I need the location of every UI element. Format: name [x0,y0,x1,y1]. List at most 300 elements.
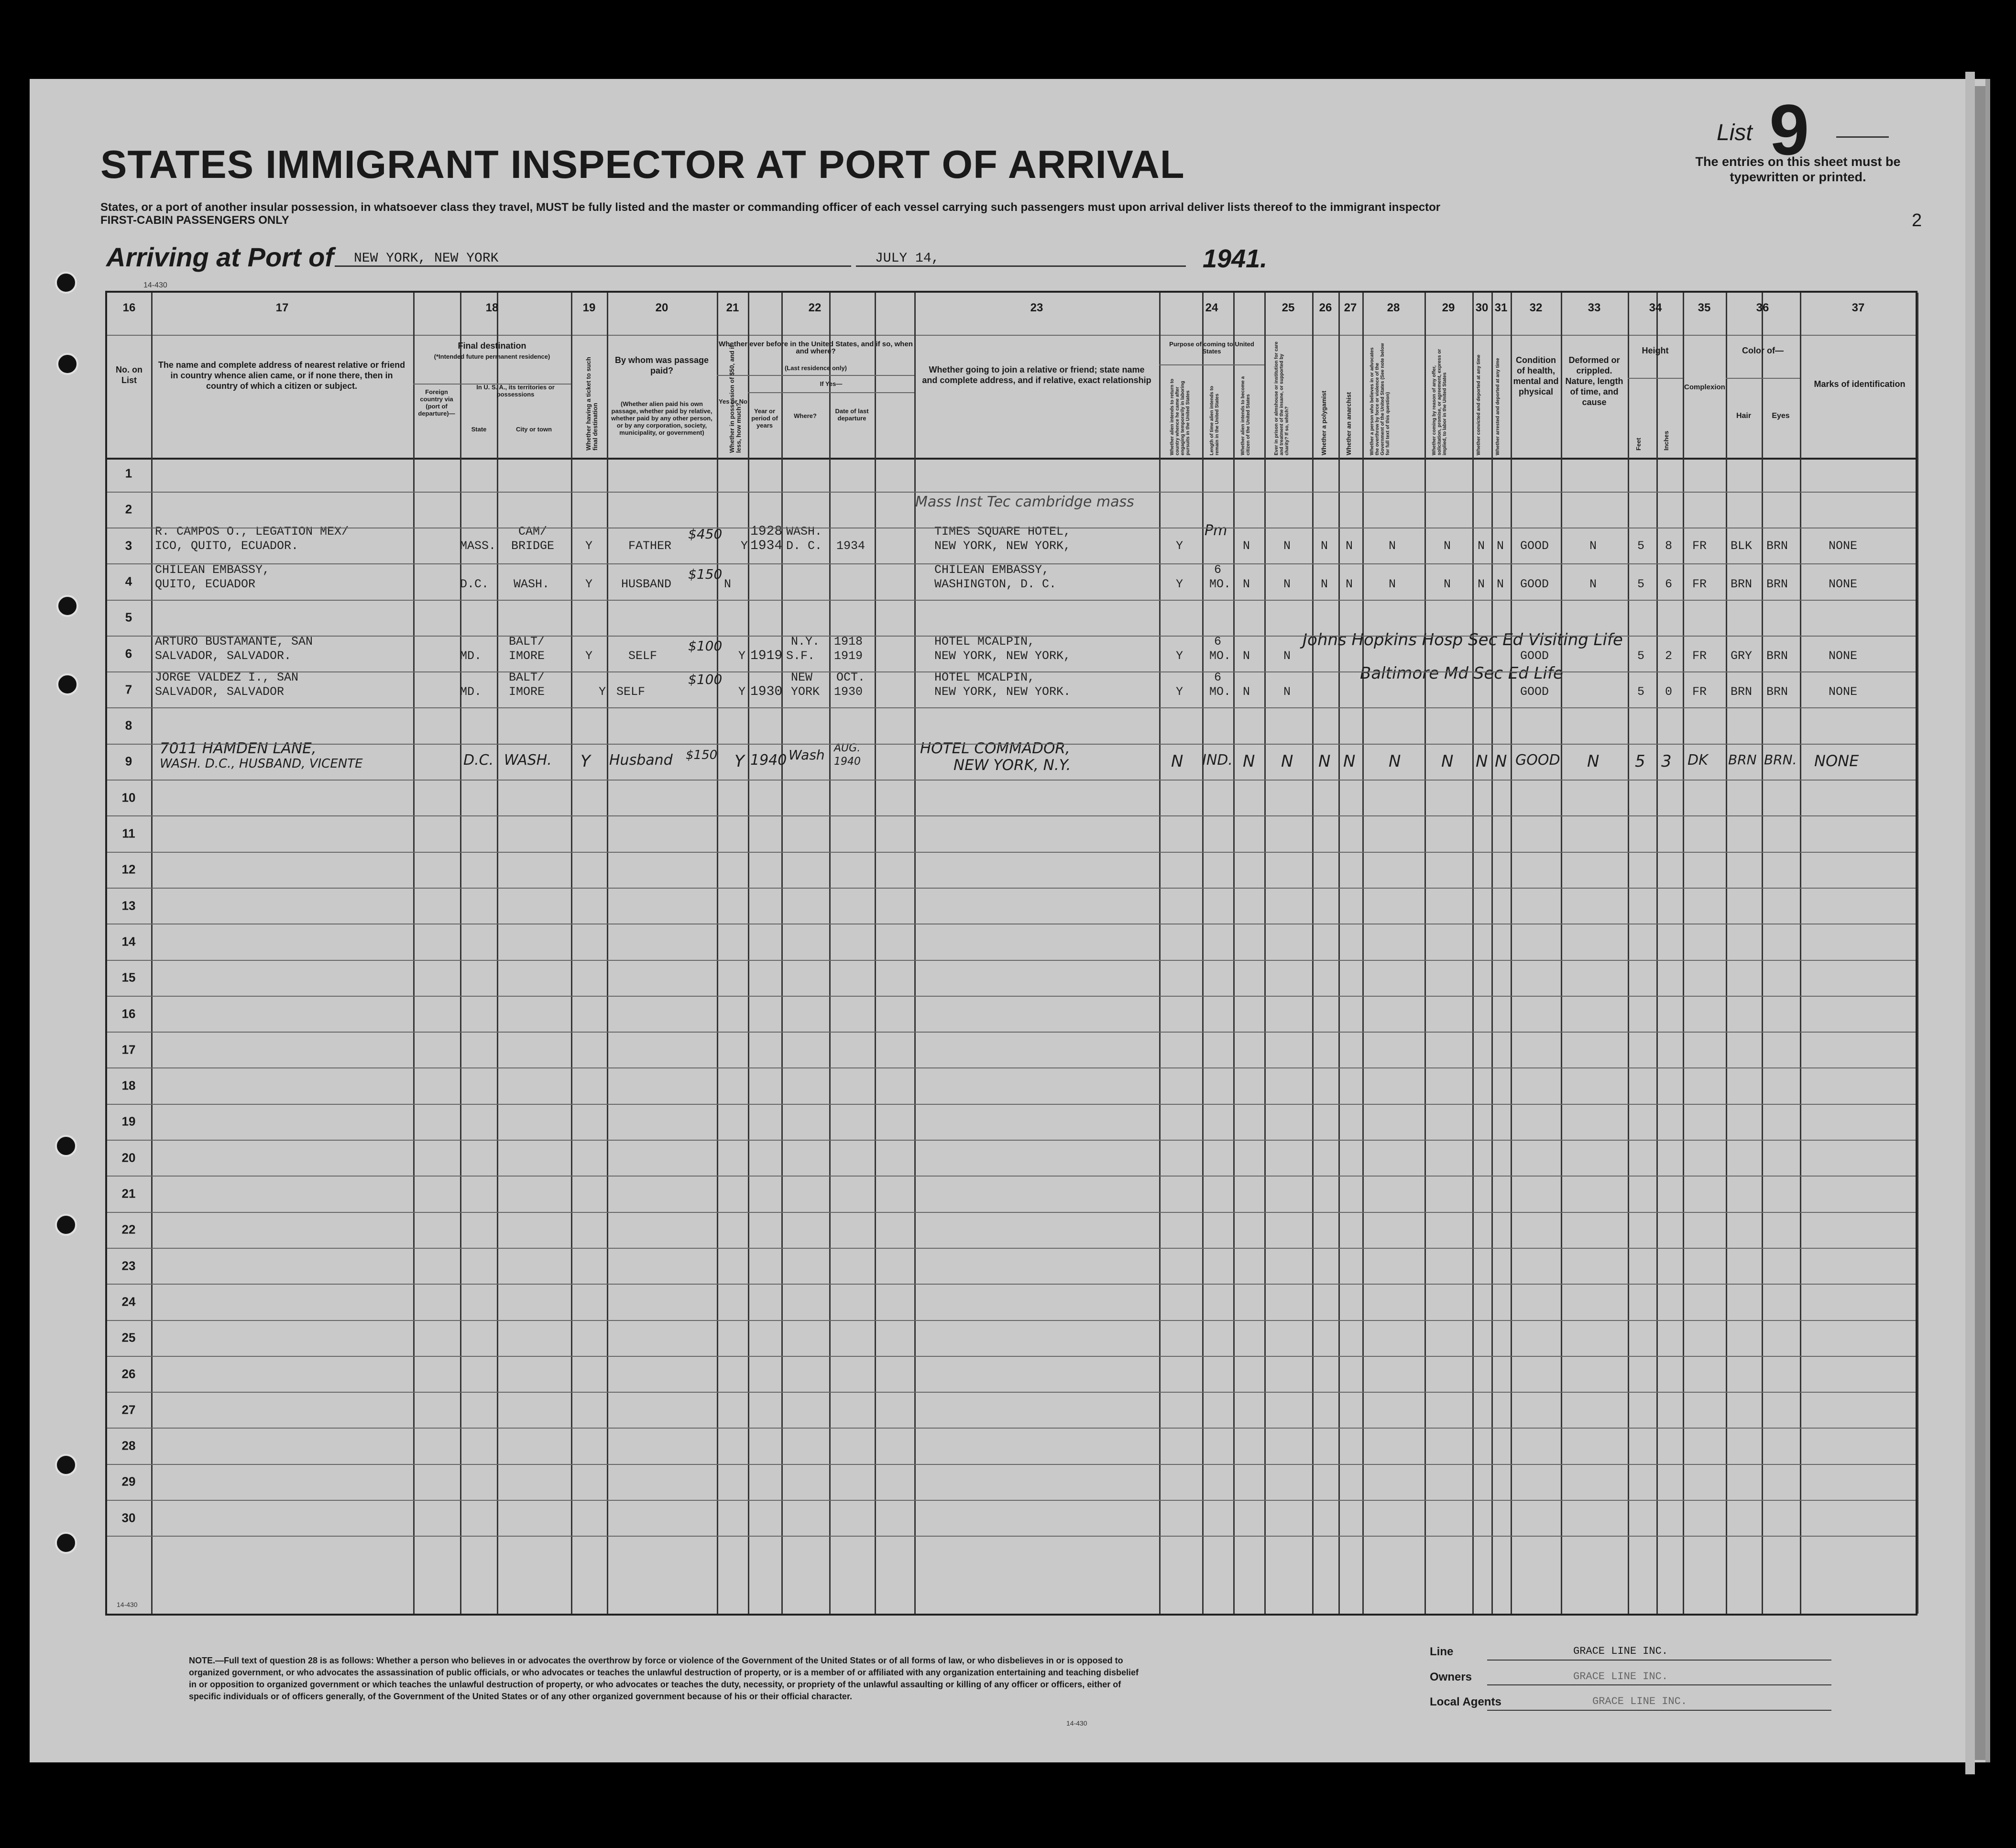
ever-before: Y [734,752,745,771]
relative-line: QUITO, ECUADOR [155,577,256,591]
row-number: 4 [125,574,132,589]
header-passage-paid: By whom was passage paid? [614,355,709,375]
years: 1930 [750,684,783,699]
ever-before: Y [738,649,746,663]
row-rule [107,1067,1916,1068]
return-intent: Y [1176,649,1183,663]
col-number: 31 [1494,301,1508,314]
inches: 0 [1665,685,1673,699]
complexion: FR [1692,539,1707,553]
relative-line: ARTURO BUSTAMANTE, SAN [155,635,313,649]
c28: N [1389,539,1396,553]
list-underline [1836,136,1889,138]
feet: 5 [1637,539,1645,553]
agents-label: Local Agents [1430,1695,1501,1708]
c26: N [1321,539,1328,553]
row-number: 26 [121,1366,136,1381]
col-rule [1683,293,1684,1614]
row-number: 23 [121,1258,136,1273]
passage-paid: SELF [628,649,657,663]
row-number: 9 [125,754,132,769]
ever-before: Y [738,685,746,699]
row-number: 7 [125,682,132,697]
relative-line: CHILEAN EMBASSY, [155,563,270,577]
city: IMORE [509,649,545,663]
c28: N [1389,577,1396,591]
eyes: BRN [1766,539,1788,553]
health: GOOD [1520,685,1549,699]
handwritten-note-row1: Mass Inst Tec cambridge mass [915,494,1134,510]
state: D.C. [463,752,494,769]
header-hair: Hair [1736,412,1752,420]
ticket: Y [581,752,591,771]
row-number: 17 [121,1042,136,1057]
c31: N [1497,539,1504,553]
ticket: Y [585,539,593,553]
header-arrested: Whether arrested and deported at any time [1495,358,1501,455]
c25: N [1283,649,1291,663]
class-line: FIRST-CABIN PASSENGERS ONLY [100,214,289,227]
money: $450 [688,526,723,542]
col-rule [748,293,749,1614]
row-rule [107,960,1916,961]
row-number: 20 [121,1150,136,1165]
line-value: GRACE LINE INC. [1573,1645,1668,1657]
eyes: BRN [1766,649,1788,663]
sub-rule [717,375,914,376]
row-number: 28 [121,1438,136,1453]
col-rule [1264,293,1266,1614]
col-rule [717,293,718,1614]
relative-line: 7011 HAMDEN LANE, [160,740,317,757]
col-number: 19 [582,301,596,314]
c30: N [1478,577,1485,591]
eyes: BRN. [1764,752,1797,768]
col-number: 17 [275,301,289,314]
col-number: 27 [1344,301,1357,314]
length-of-stay: MO. [1209,685,1231,699]
header-marks: Marks of identification [1814,379,1906,389]
col-number: 23 [1030,301,1043,314]
relative-line: R. CAMPOS O., LEGATION MEX/ [155,525,349,539]
agents-value: GRACE LINE INC. [1592,1695,1687,1707]
col-number: 32 [1529,301,1543,314]
owners-label: Owners [1430,1671,1472,1683]
row-rule [107,1428,1916,1429]
ticket: Y [599,685,606,699]
form-title: STATES IMMIGRANT INSPECTOR AT PORT OF ARRIVAL [100,142,1185,187]
header-deformed: Deformed or crippled. Nature, length of time, and cause [1565,355,1623,407]
where: D. C. [786,539,822,553]
row-number: 12 [121,862,136,877]
row-number: 10 [121,790,136,805]
hair: BLK [1731,539,1753,553]
complexion: FR [1692,649,1707,663]
row-number: 6 [125,646,132,660]
row-rule [107,1140,1916,1141]
header-passage-note: (Whether alien paid his own passage, whether paid by relative, whether paid by any other person, or by any corporation, society, municipality, or government) [611,400,712,436]
col-rule [460,293,461,1614]
length-of-stay: 6 [1214,671,1222,684]
binder-hole [55,1454,77,1476]
port-value: NEW YORK, NEW YORK [354,251,499,266]
col-rule [1338,293,1340,1614]
length-of-stay: Pm [1205,522,1227,539]
row-rule [107,707,1916,708]
binder-hole [55,1135,77,1157]
header-purpose: Purpose of coming to United States [1169,341,1254,355]
where: WASH. [786,525,822,539]
city: BALT/ [509,671,545,684]
row-rule [107,1248,1916,1249]
binder-hole [55,1532,77,1554]
join-relative: TIMES SQUARE HOTEL, [934,525,1071,539]
header-overthrow: Whether a person who believes in or advocates the overthrow by force or violence of the Government of the United States (See note below for full text of this question) [1370,343,1391,455]
col-rule [497,293,498,1614]
row-rule [107,888,1916,889]
row-number: 29 [121,1474,136,1489]
last-departure: 1930 [834,685,863,699]
sub-rule [1628,378,1683,379]
eyes: BRN [1766,577,1788,591]
citizen-intent: N [1243,577,1250,591]
feet: 5 [1637,685,1645,699]
hair: BRN [1731,685,1753,699]
row-number: 25 [121,1330,136,1345]
handwritten-note-row5: Johns Hopkins Hosp Sec Ed Visiting Life [1303,630,1623,649]
row-rule [107,780,1916,781]
eyes: BRN [1766,685,1788,699]
hair: BRN [1731,577,1753,591]
deformed: N [1589,539,1597,553]
c30: N [1478,539,1485,553]
years: 1940 [750,752,787,769]
col-number: 28 [1387,301,1400,314]
binder-hole [55,272,77,294]
join-relative: NEW YORK, NEW YORK, [934,539,1071,553]
join-relative: HOTEL MCALPIN, [934,671,1035,684]
row-rule [107,600,1916,601]
row-rule [107,492,1916,493]
form-mark-bottom: 14-430 [117,1601,138,1608]
col-rule [914,293,916,1614]
state: D.C. [460,577,489,591]
passage-paid: FATHER [628,539,672,553]
city: CAM/ [518,525,548,539]
col-number: 20 [655,301,668,314]
row-number: 27 [121,1402,136,1417]
header-inches: Inches [1663,430,1670,451]
money: $100 [688,638,723,654]
length-of-stay: 6 [1214,635,1222,649]
row-rule [107,1392,1916,1393]
header-divider [107,458,1916,460]
row-number: 8 [125,718,132,733]
header-return-intent: Whether alien intends to return to country whence he came after engaging temporarily in laboring pursuits in the United States [1170,378,1191,455]
col-number: 16 [122,301,136,314]
health: GOOD [1520,577,1549,591]
hair: GRY [1731,649,1753,663]
owners-value: GRACE LINE INC. [1573,1671,1668,1683]
row-rule [107,1464,1916,1465]
row-number: 3 [125,538,132,553]
where: N.Y. [791,635,820,649]
date-value: JULY 14, [875,251,940,266]
year-value: 1941. [1203,244,1268,273]
ever-before: N [724,577,732,591]
length-of-stay: 6 [1214,563,1222,577]
col-number: 22 [808,301,822,314]
citizen-intent: N [1243,649,1250,663]
relative-line: SALVADOR, SALVADOR [155,685,285,699]
row-number: 19 [121,1114,136,1129]
marks: NONE [1829,539,1858,553]
page-number: 2 [1912,210,1922,231]
col-rule [1202,293,1204,1614]
health: GOOD [1515,752,1560,769]
manifest-table [105,291,1917,1616]
sheet-edge [1965,72,1975,1774]
col-number: 34 [1649,301,1662,314]
header-join-relative: Whether going to join a relative or friend; state name and complete address, and if relative, exact relationship [922,365,1151,385]
header-ever-before: Whether ever before in the United States, and if so, when and where? [719,340,913,355]
row-rule [107,815,1916,816]
ever-before: Y [741,539,748,553]
col-number: 30 [1475,301,1489,314]
c29: N [1444,577,1451,591]
state: MASS. [460,539,496,553]
marks: NONE [1829,577,1858,591]
c27: N [1346,539,1353,553]
c29: N [1444,539,1451,553]
header-yes-no: Yes or No [719,398,747,405]
col-number: 18 [485,301,499,314]
entries-note: The entries on this sheet must be typewritten or printed. [1695,154,1901,184]
sheet-edge-shadow [1975,86,1985,1760]
years: 1934 [750,539,783,553]
relative-line: JORGE VALDEZ I., SAN [155,671,299,684]
marks: NONE [1829,685,1858,699]
row-rule [107,1212,1916,1213]
column-number-divider [107,335,1916,336]
header-city: City or town [515,426,552,433]
money: $150 [688,566,723,582]
citizen-intent: N [1243,752,1255,771]
row-rule [107,1500,1916,1501]
binder-hole [55,1214,77,1236]
col-number: 36 [1756,301,1769,314]
length-of-stay: MO. [1209,577,1231,591]
line-label: Line [1430,1645,1454,1658]
feet: 5 [1637,649,1645,663]
row-number: 14 [121,934,136,949]
header-foreign-country: Foreign country via (port of departure)— [418,388,455,417]
row-number: 11 [122,826,135,841]
c25: N [1283,539,1291,553]
col-rule [875,293,876,1614]
col-rule [1511,293,1512,1614]
row-number: 24 [121,1294,136,1309]
city: WASH. [504,752,552,769]
col-rule [1561,293,1562,1614]
c28: N [1389,752,1401,771]
col-rule [829,293,831,1614]
row-rule [107,1536,1916,1537]
money: $150 [686,748,718,762]
row-number: 5 [125,610,132,625]
complexion: FR [1692,577,1707,591]
owners-underline [1487,1684,1831,1685]
col-rule [151,293,153,1614]
row-number: 1 [125,466,132,481]
row-rule [107,1032,1916,1033]
header-labor-offer: Whether coming by reason of any offer, solicitation, promise, or agreement, express or implied, to labor in the United States [1432,349,1447,455]
sub-rule [1159,364,1264,365]
col-number: 21 [726,301,739,314]
row-rule [107,744,1916,745]
inches: 3 [1661,752,1672,771]
passage-paid: SELF [616,685,646,699]
return-intent: N [1171,752,1183,771]
list-label: List [1717,120,1753,145]
join-relative: NEW YORK, N.Y. [953,757,1071,774]
state: MD. [460,649,482,663]
ticket: Y [585,649,593,663]
footer-note: NOTE.—Full text of question 28 is as follows: Whether a person who believes in or advocates the overthrow by force or violence of the Government of the United States or of all forms of law, or who disbelieves in or is opposed to organized government, or who advocates the assassination of public officials, or who advocates or teaches the unlawful destruction of property, or is a member of or affiliated with any organization entertaining and teaching disbelief in or opposition to organized government or which teaches the unlawful destruction of property, or who advocates or teaches the duty, necessity, or propriety of the unlawful assaulting or killing of any officer or officers, either of specific individuals or of officers generally, of the Government of the United States or of any other organized government because of his or their official character. [189,1656,1139,1701]
inches: 2 [1665,649,1673,663]
last-departure: OCT. [836,671,866,684]
feet: 5 [1637,577,1645,591]
join-relative: WASHINGTON, D. C. [934,577,1057,591]
c30: N [1476,752,1488,771]
city: BALT/ [509,635,545,649]
col-rule [1362,293,1364,1614]
col-rule [1233,293,1235,1614]
hair: BRN [1728,752,1757,768]
form-subtitle: States, or a port of another insular possession, in whatsoever class they travel, MUST be fully listed and the master or commanding officer of each vessel carrying such passengers must upon arrival deliver lists thereof to the immigrant inspector [100,201,1441,214]
where: YORK [791,685,820,699]
col-rule [1656,293,1658,1614]
header-prison: Ever in prison or almshouse or institution for care and treatment of the insane, or supported by charity? If so, which? [1274,341,1290,455]
col-number: 25 [1282,301,1295,314]
row-rule [107,636,1916,637]
deformed: N [1587,752,1600,771]
row-number: 30 [121,1510,136,1525]
state: MD. [460,685,482,699]
where: Wash [789,747,825,763]
c27: N [1343,752,1356,771]
row-rule [107,1284,1916,1285]
header-height: Height [1642,346,1669,355]
years: 1919 [750,649,783,663]
city: IMORE [509,685,545,699]
list-number: 9 [1769,89,1809,170]
feet: 5 [1635,752,1645,771]
return-intent: Y [1176,577,1183,591]
col-rule [1472,293,1474,1614]
row-number: 2 [125,502,132,517]
join-relative: HOTEL COMMADOR, [920,740,1070,757]
c29: N [1441,752,1454,771]
c25: N [1281,752,1293,771]
binder-hole [56,673,78,695]
col-rule [1726,293,1727,1614]
row-rule [107,1176,1916,1177]
header-polygamist: Whether a polygamist [1320,390,1327,455]
c25: N [1283,577,1291,591]
col-rule [571,293,572,1614]
col-rule [1312,293,1314,1614]
col-rule [1762,293,1763,1614]
row-rule [107,671,1916,672]
col-rule [1424,293,1426,1614]
col-rule [413,293,415,1614]
sub-rule [748,392,914,393]
col-rule [607,293,608,1614]
header-feet: Feet [1635,438,1642,451]
row-number: 13 [121,898,136,913]
row-rule [107,1104,1916,1105]
binder-hole [56,353,78,375]
col-number: 24 [1205,301,1218,314]
form-mark: 14-430 [143,281,167,289]
header-state: State [471,426,487,433]
last-departure: 1940 [834,756,861,768]
header-ticket: Whether having a ticket to such final destination [585,357,599,451]
health: GOOD [1520,539,1549,553]
return-intent: Y [1176,539,1183,553]
col-rule [1491,293,1493,1614]
line-underline [1487,1660,1831,1661]
row-rule [107,563,1916,564]
complexion: FR [1692,685,1707,699]
col-number: 26 [1319,301,1332,314]
where: S.F. [786,649,815,663]
col-number: 33 [1588,301,1601,314]
last-departure: 1918 [834,635,863,649]
row-rule [107,996,1916,997]
header-color-of: Color of— [1742,346,1784,355]
handwritten-note-row6: Baltimore Md Sec Ed Life [1360,664,1563,683]
arriving-label: Arriving at Port of [106,242,334,272]
c25: N [1283,685,1291,699]
city: WASH. [514,577,550,591]
last-departure: AUG. [834,742,861,754]
inches: 8 [1665,539,1673,553]
c27: N [1346,577,1353,591]
footer-form-mark: 14-430 [1066,1719,1087,1727]
money: $100 [688,671,723,687]
city: BRIDGE [511,539,555,553]
col-number: 37 [1852,301,1865,314]
header-final-destination: Final destination [458,341,526,351]
c31: N [1495,752,1507,771]
col-rule [1159,293,1161,1614]
years: 1928 [750,524,783,539]
row-rule [107,852,1916,853]
header-eyes: Eyes [1772,412,1790,420]
header-in-usa: In U. S. A., its territories or possessions [476,384,555,398]
citizen-intent: N [1243,685,1250,699]
row-number: 15 [121,970,136,985]
binder-hole [56,595,78,617]
inches: 6 [1665,577,1673,591]
header-length-of-stay: Length of time alien intends to remain in the United States [1209,386,1220,455]
header-final-destination-note: (*Intended future permanent residence) [434,353,550,360]
row-number: 22 [121,1222,136,1237]
header-no-on-list: No. on List [116,365,142,385]
header-complexion: Complexion [1684,383,1725,391]
